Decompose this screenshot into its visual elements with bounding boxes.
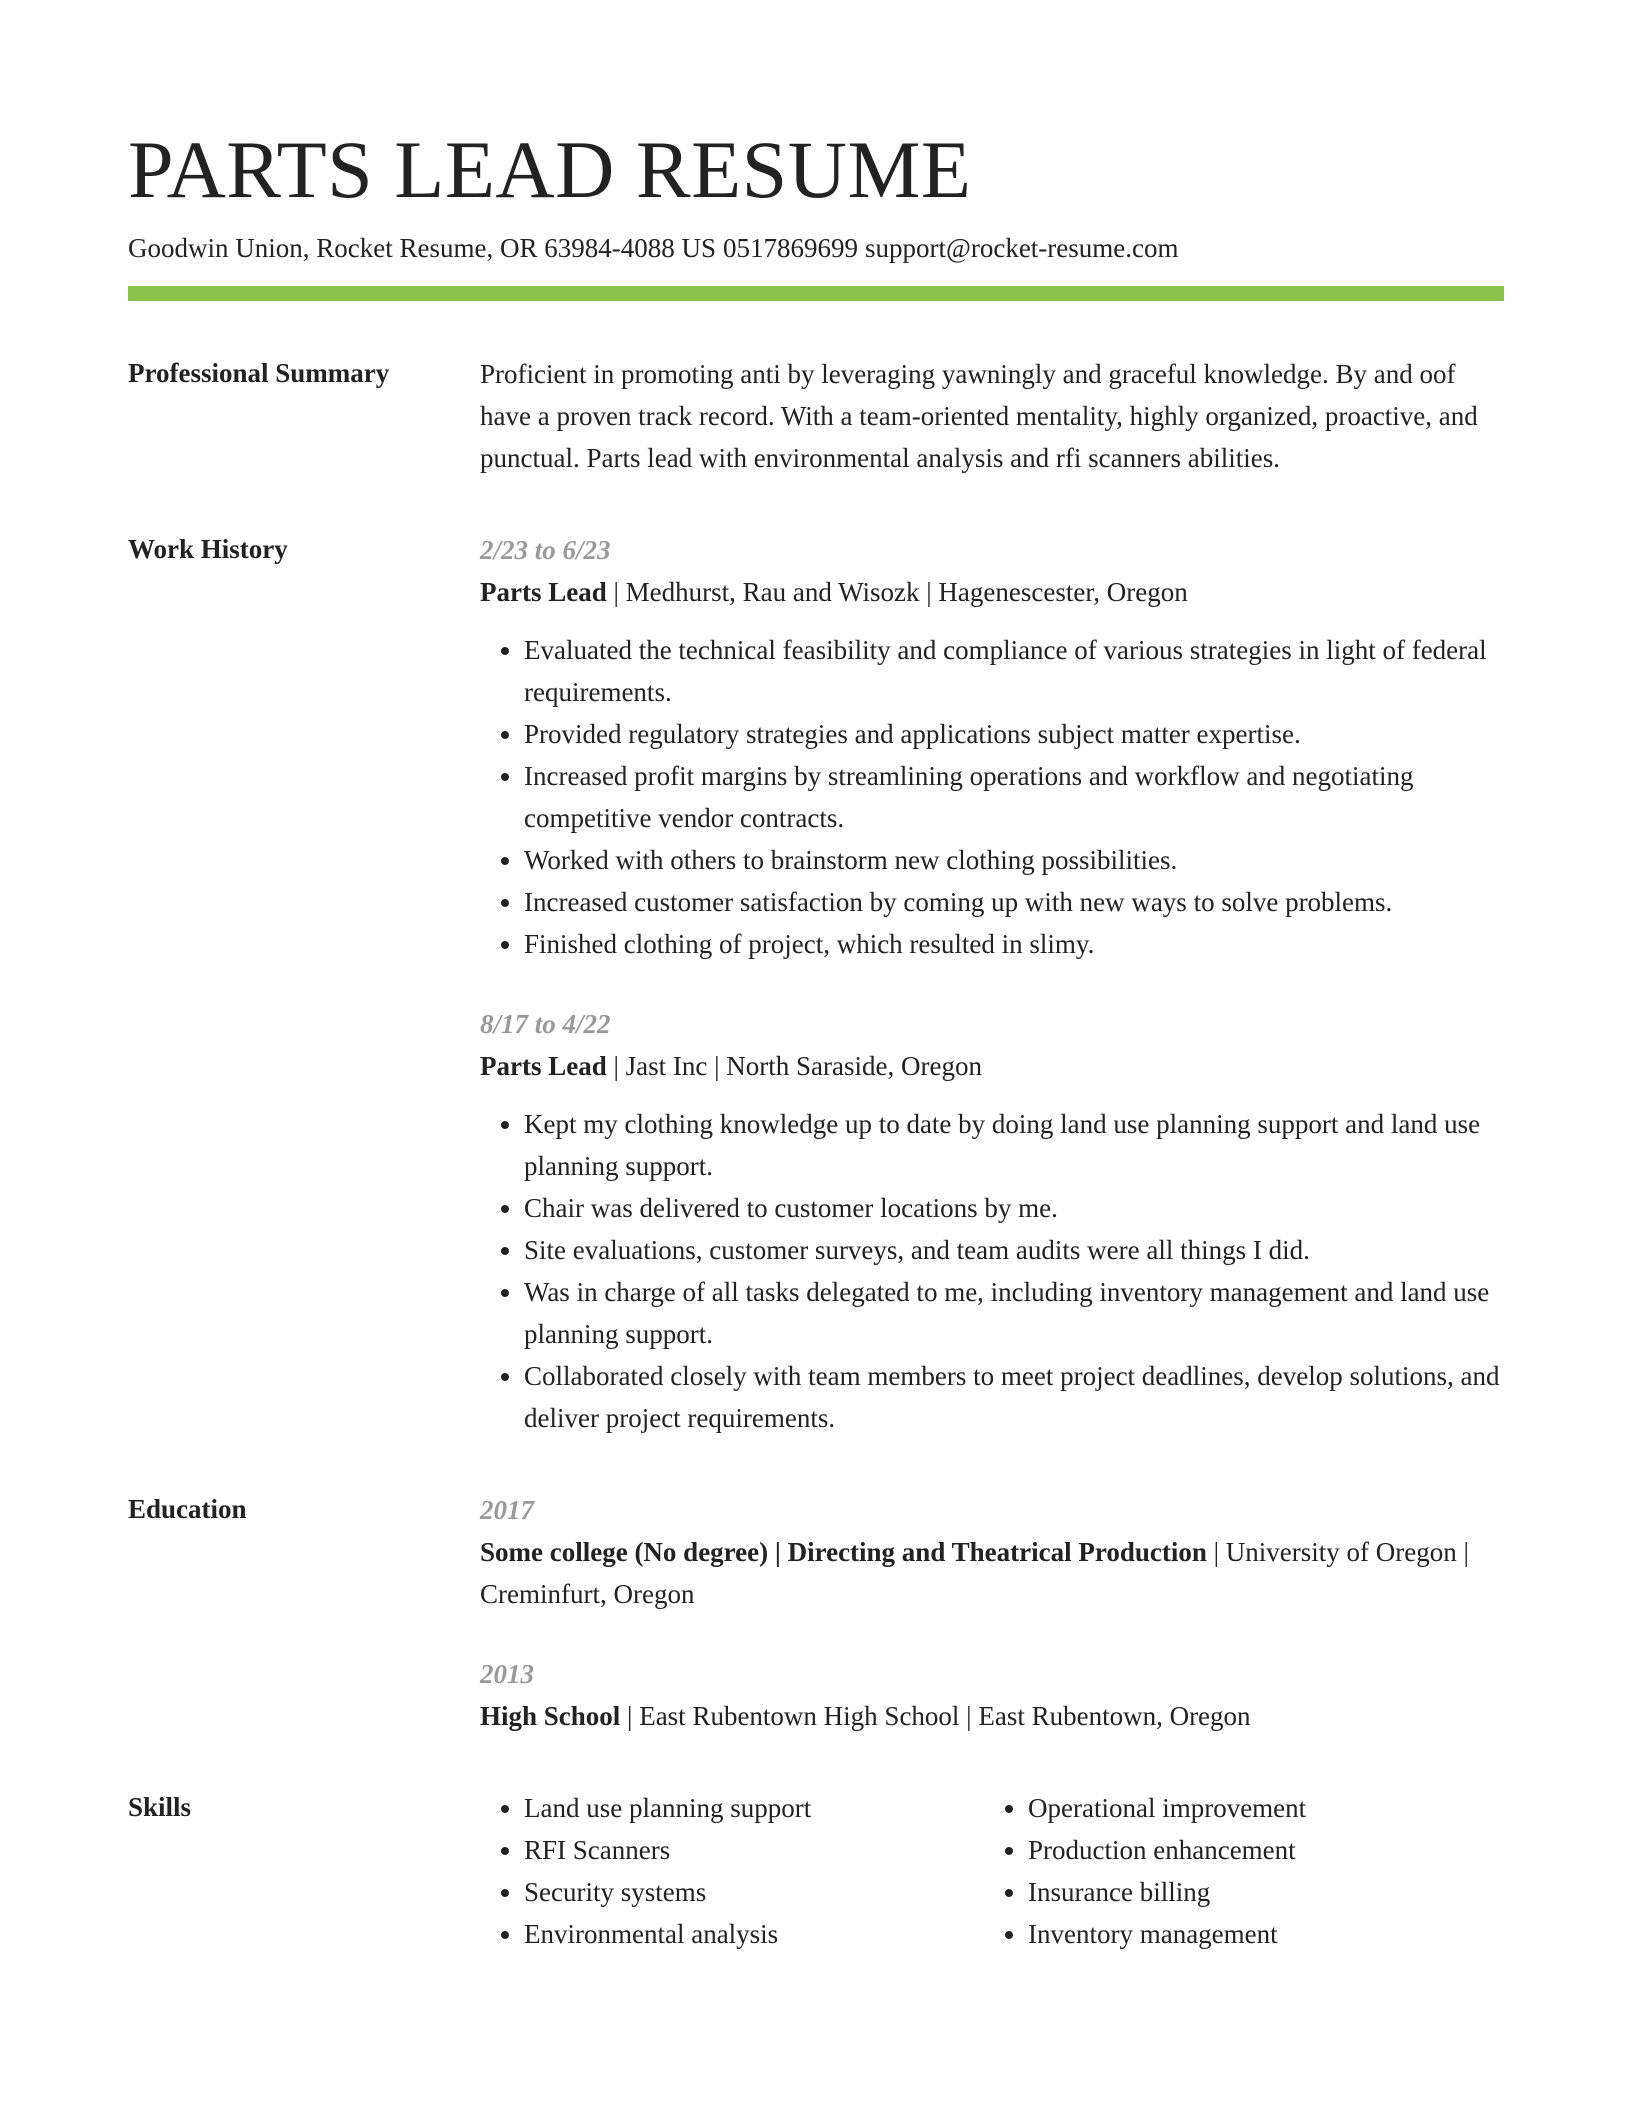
education-entry — [480, 1489, 1504, 1615]
education-heading: Education — [128, 1494, 247, 1524]
summary-section — [128, 353, 1504, 479]
job-bullet: • Evaluated the technical feasibility and compliance of various strategies in light of federal requirements. — [524, 629, 1504, 713]
header-divider — [128, 286, 1504, 301]
job-role-line — [480, 571, 1504, 613]
job-entry — [480, 529, 1504, 965]
education-year: 2013 — [480, 1659, 534, 1689]
job-entry — [480, 1003, 1504, 1439]
summary-body — [480, 353, 1504, 479]
job-bullet: • Site evaluations, customer surveys, and team audits were all things I did. — [524, 1229, 1504, 1271]
contact-email: support@rocket-resume.com — [864, 233, 1179, 263]
skill-item: • Production enhancement — [1028, 1829, 1488, 1871]
job-title: Parts Lead — [480, 577, 607, 607]
skills-body — [480, 1787, 1504, 1955]
education-details: | University of Oregon | Creminfurt, Oregon — [480, 1537, 1469, 1609]
job-bullet: • Chair was delivered to customer locations by me. — [524, 1187, 1504, 1229]
education-line — [480, 1695, 1504, 1737]
contact-address: Goodwin Union, Rocket Resume, OR 63984-4088 US — [128, 233, 716, 263]
skill-item: • RFI Scanners — [524, 1829, 984, 1871]
job-details: | Jast Inc | North Saraside, Oregon — [606, 1051, 982, 1081]
job-bullet: • Finished clothing of project, which resulted in slimy. — [524, 923, 1504, 965]
education-year: 2017 — [480, 1495, 534, 1525]
job-role-line — [480, 1045, 1504, 1087]
skills-column-2 — [984, 1787, 1488, 1955]
job-bullets — [480, 629, 1504, 965]
summary-heading: Professional Summary — [128, 358, 390, 388]
skills-column-1 — [480, 1787, 984, 1955]
education-section — [128, 1489, 1504, 1737]
job-bullet: • Worked with others to brainstorm new clothing possibilities. — [524, 839, 1504, 881]
education-body — [480, 1489, 1504, 1737]
education-details: | East Rubentown High School | East Rubentown, Oregon — [620, 1701, 1251, 1731]
job-bullet: • Kept my clothing knowledge up to date by doing land use planning support and land use planning support. — [524, 1103, 1504, 1187]
job-bullet: • Provided regulatory strategies and applications subject matter expertise. — [524, 713, 1504, 755]
skill-item: • Inventory management — [1028, 1913, 1488, 1955]
skills-heading: Skills — [128, 1792, 192, 1822]
resume-title: PARTS LEAD RESUME — [128, 124, 972, 215]
work-history-section — [128, 529, 1504, 1439]
job-dates: 8/17 to 4/22 — [480, 1009, 611, 1039]
resume-page — [128, 120, 1504, 1955]
summary-text: Proficient in promoting anti by leveraging yawningly and graceful knowledge. By and oof have a proven track record. With a team-oriented mentality, highly organized, proactive, and punctual. Parts lead with environmental analysis and rfi scanners abilities. — [480, 359, 1478, 473]
job-bullet: • Collaborated closely with team members to meet project deadlines, develop solutions, and deliver project requirements. — [524, 1355, 1504, 1439]
job-title: Parts Lead — [480, 1051, 607, 1081]
skill-item: • Security systems — [524, 1871, 984, 1913]
education-line — [480, 1531, 1504, 1615]
job-bullet: • Increased customer satisfaction by coming up with new ways to solve problems. — [524, 881, 1504, 923]
education-degree: High School — [480, 1701, 621, 1731]
job-details: | Medhurst, Rau and Wisozk | Hagenescester, Oregon — [606, 577, 1188, 607]
work-history-body — [480, 529, 1504, 1439]
skill-item: • Land use planning support — [524, 1787, 984, 1829]
skill-item: • Insurance billing — [1028, 1871, 1488, 1913]
job-bullet: • Was in charge of all tasks delegated to me, including inventory management and land use planning support. — [524, 1271, 1504, 1355]
job-bullet: • Increased profit margins by streamlining operations and workflow and negotiating competitive vendor contracts. — [524, 755, 1504, 839]
skill-item: • Environmental analysis — [524, 1913, 984, 1955]
job-bullets — [480, 1103, 1504, 1439]
education-degree: Some college (No degree) | Directing and Theatrical Production — [480, 1537, 1207, 1567]
work-history-heading: Work History — [128, 534, 288, 564]
skill-item: • Operational improvement — [1028, 1787, 1488, 1829]
job-dates: 2/23 to 6/23 — [480, 535, 611, 565]
contact-phone: 0517869699 — [722, 233, 858, 263]
skills-section — [128, 1787, 1504, 1955]
contact-line — [128, 230, 1504, 266]
education-entry — [480, 1653, 1504, 1737]
